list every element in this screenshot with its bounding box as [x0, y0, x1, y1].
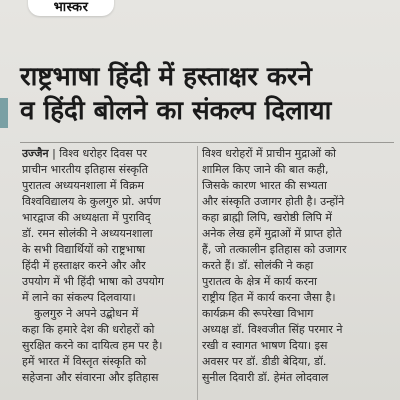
adjacent-article-edge [0, 98, 8, 128]
article-line: रखी व स्वागत भाषण दिया। इस [202, 339, 328, 352]
article-line: और संस्कृति उजागर होती है। उन्होंने [202, 195, 345, 208]
article-line: उज्जैन | विश्व धरोहर दिवस पर [22, 147, 147, 160]
article-line: पुरातत्व के क्षेत्र में कार्य करना [202, 275, 317, 288]
article-line: अवसर पर डॉ. डीडी बेदिया, डॉ. [202, 355, 327, 368]
headline-rule [20, 142, 394, 143]
article-line: करते हैं। डॉ. सोलंकी ने कहा [202, 259, 314, 272]
article-line: सुरक्षित करने का दायित्व हम पर है। [22, 339, 163, 352]
article-line: डॉ. रमन सोलंकी ने अध्ययनशाला [22, 227, 153, 240]
article-line: प्राचीन भारतीय इतिहास संस्कृति [22, 163, 149, 176]
article-line: जिसके कारण भारत की सभ्यता [202, 179, 327, 192]
dateline: उज्जैन [22, 147, 49, 160]
article-line: कार्यक्रम की रूपरेखा विभाग [202, 307, 314, 320]
article-line: कहा कि हमारे देश की धरोहरों को [22, 323, 155, 336]
article-line: भारद्वाज की अध्यक्षता में पुराविद् [22, 211, 151, 224]
masthead-logo [28, 0, 114, 16]
article-line: राष्ट्रीय हित में कार्य करना जैसा है। [202, 291, 336, 304]
article-column-left [22, 146, 194, 386]
article-line: सुनील दिवारी डॉ. हेमंत लोदवाल [202, 371, 329, 384]
article-line: विश्वविद्यालय के कुलगुरु प्रो. अर्पण [22, 195, 161, 208]
article-line: हैं, जो तत्कालीन इतिहास को उजागर [202, 243, 347, 256]
article-line: हमें भारत में विस्तृत संस्कृति को [22, 355, 147, 368]
column-divider [197, 146, 198, 400]
article-line: कहा ब्राह्मी लिपि, खरोष्ठी लिपि में [202, 211, 332, 224]
article-column-right [202, 146, 392, 386]
article-line: के सभी विद्यार्थियों को राष्ट्रभाषा [22, 243, 146, 256]
masthead-text: भास्कर [53, 0, 89, 15]
article-line: पुरातत्व अध्ययनशाला में विक्रम [22, 179, 144, 192]
headline-line-1: राष्ट्रभाषा हिंदी में हस्ताक्षर करने [20, 62, 312, 92]
headline-line-2: व हिंदी बोलने का संकल्प दिलाया [20, 96, 332, 126]
headline [20, 60, 392, 128]
article-line: विश्व धरोहरों में प्राचीन मुद्राओं को [202, 147, 336, 160]
article-line: अध्यक्ष डॉ. विश्वजीत सिंह परमार ने [202, 323, 343, 336]
article-line: में लाने का संकल्प दिलवाया। [22, 291, 136, 304]
article-line: कुलगुरु ने अपने उद्बोधन में [34, 307, 139, 320]
article-line: अनेक लेख हमें मुद्राओं में प्राप्त होते [202, 227, 342, 240]
article-line: हिंदी में हस्ताक्षर करने और और [22, 259, 146, 272]
article-line: सहेजना और संवारना और इतिहास [22, 371, 159, 384]
article-line: शामिल किए जाने की बात कही, [202, 163, 329, 176]
article-line: उपयोग में भी हिंदी भाषा को उपयोग [22, 275, 165, 288]
